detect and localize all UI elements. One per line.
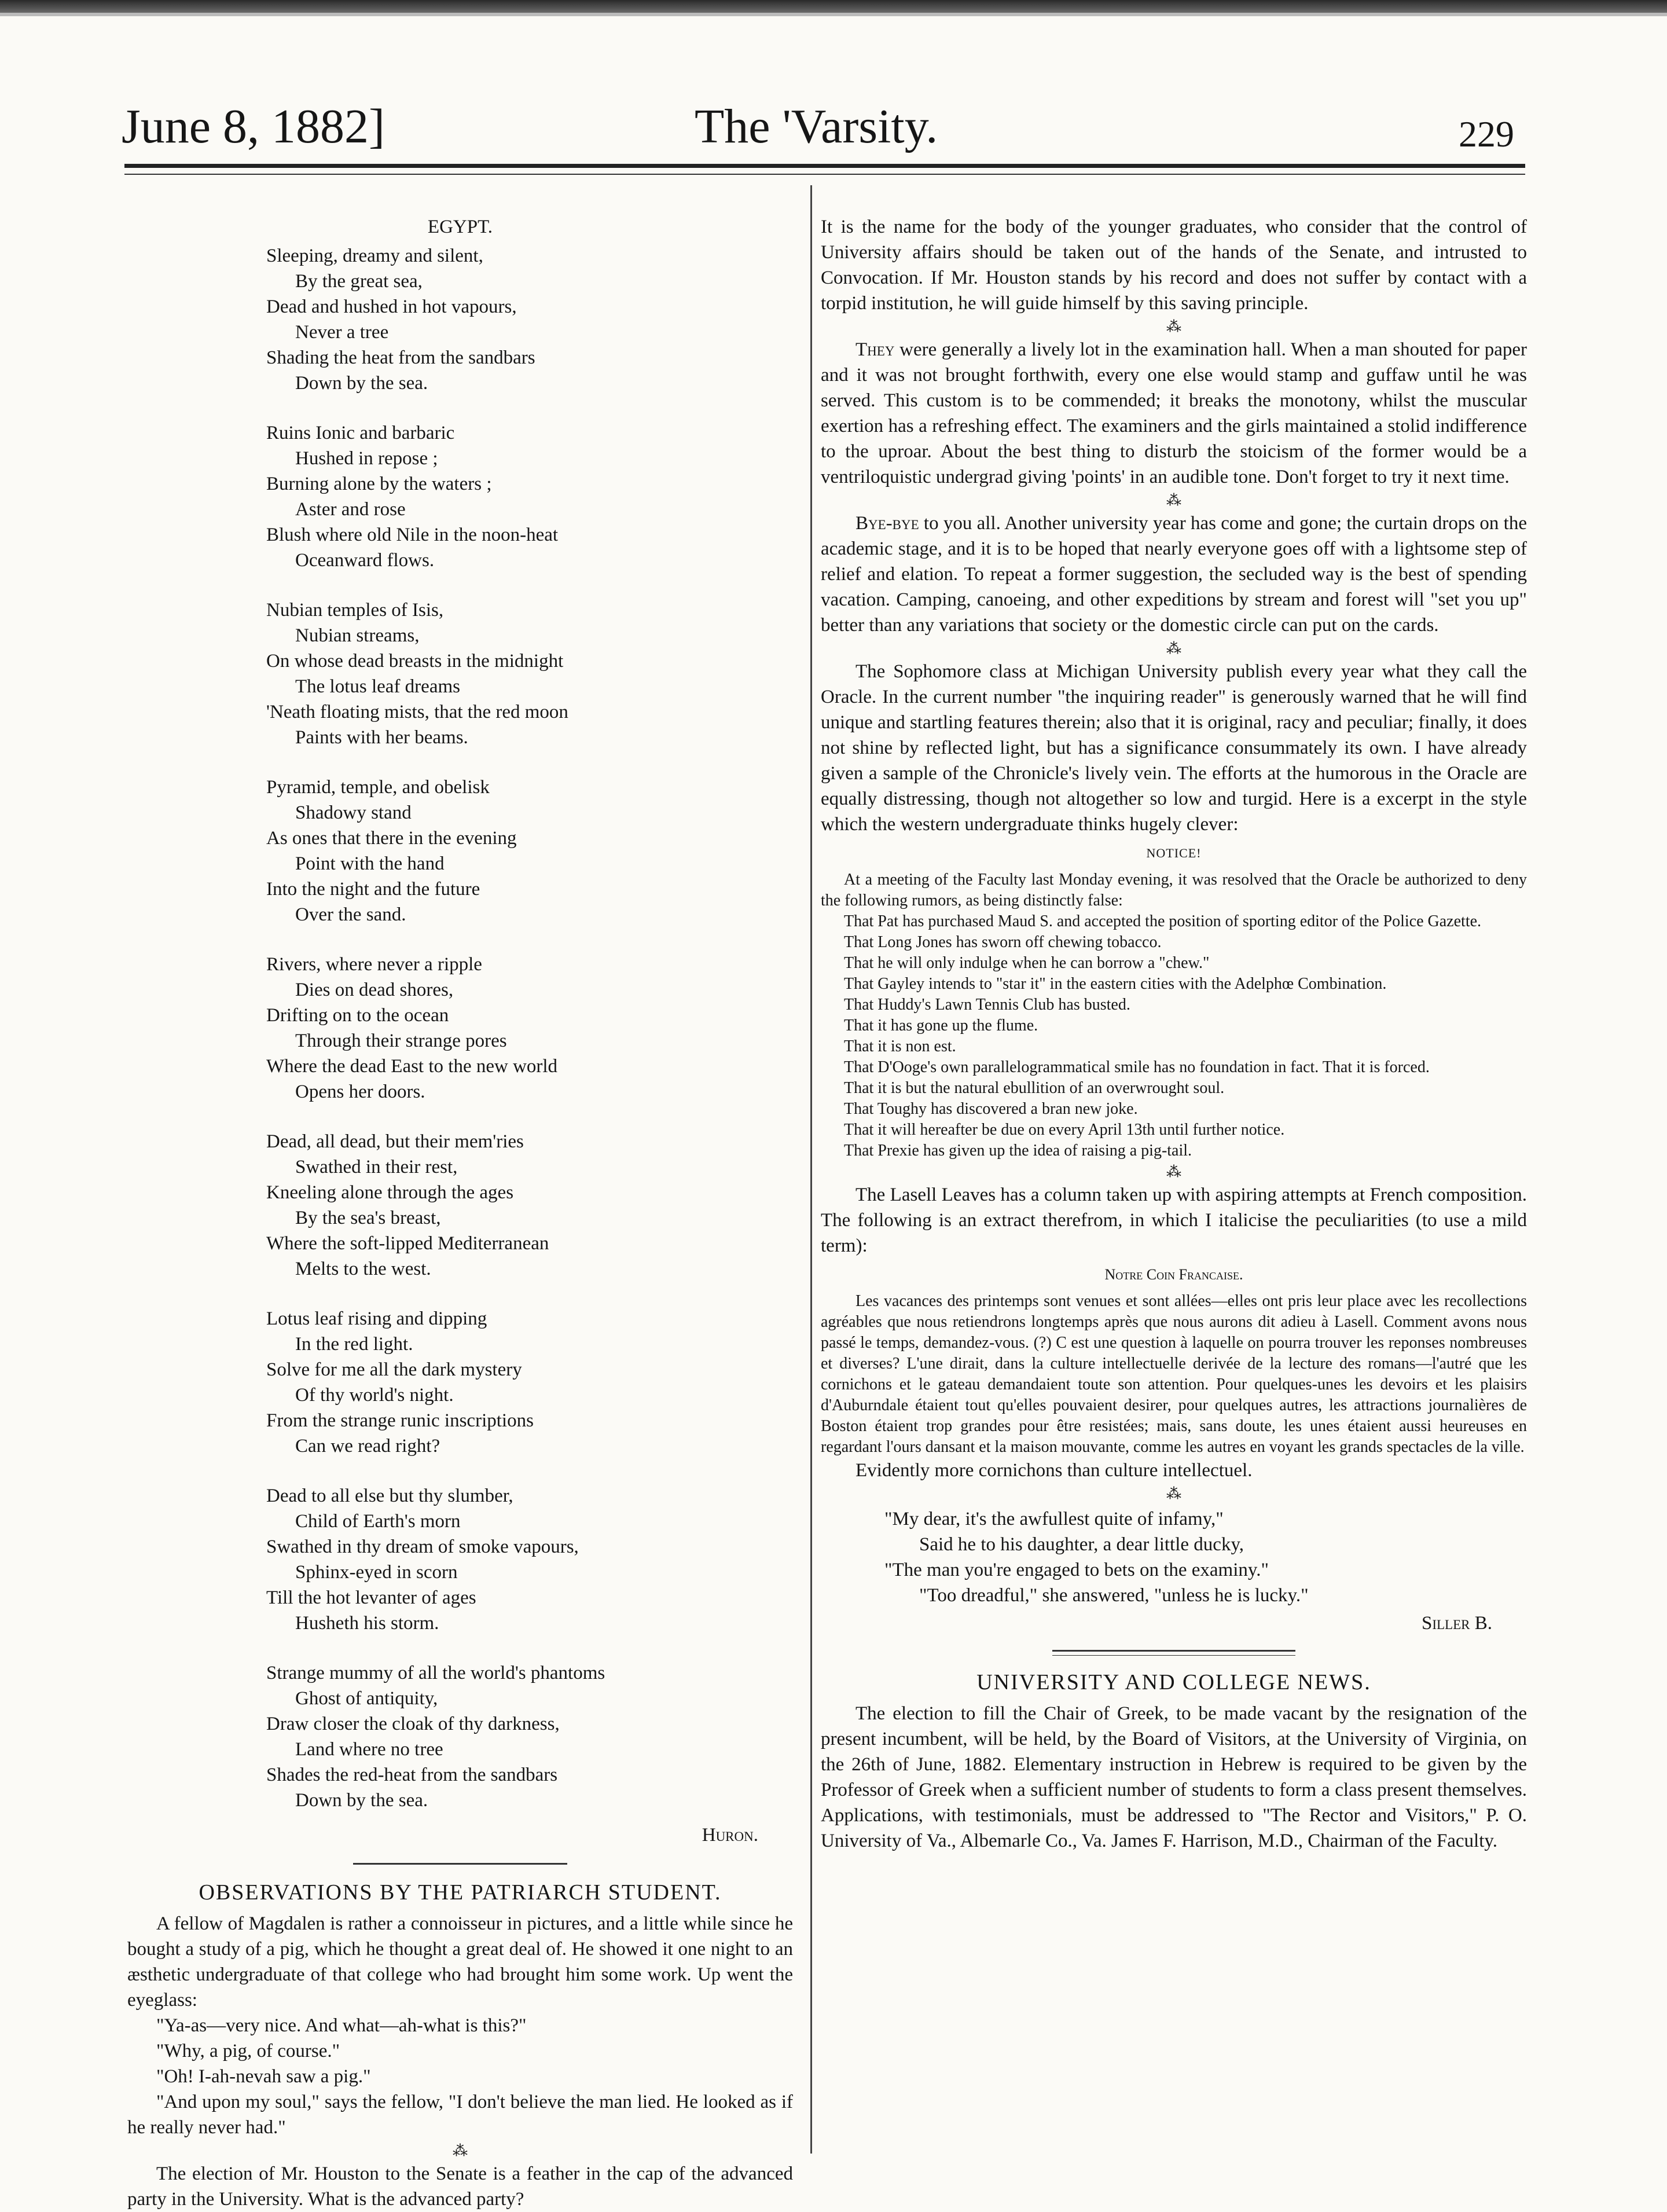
poem-stanza	[266, 1660, 793, 1813]
right-column	[821, 214, 1527, 1854]
scan-top-band-edge	[0, 13, 1667, 16]
poem-line: Draw closer the cloak of thy darkness,	[266, 1714, 560, 1734]
poem-line: Land where no tree	[295, 1739, 443, 1760]
poem-line: Burning alone by the waters ;	[266, 474, 492, 494]
notice-intro: At a meeting of the Faculty last Monday evening, it was resolved that the Oracle be authorized to deny the following rumors, as being distinctly false:	[821, 871, 1527, 909]
poem-line: The lotus leaf dreams	[295, 676, 460, 697]
poem-line: Dies on dead shores,	[295, 980, 454, 1000]
notice-item: That D'Ooge's own parallelogrammatical smile has no foundation in fact. That it is forced.	[844, 1058, 1430, 1076]
notice-item: That Prexie has given up the idea of raising a pig-tail.	[844, 1142, 1192, 1160]
poem-line: Through their strange pores	[295, 1030, 507, 1051]
article-paragraph: The Sophomore class at Michigan University publish every year what they call the Oracle. In the current number "the inquiring reader" is generously warned that he will find unique and startling features therein; also that it is original, racy and peculiar; finally, it does not shine by reflected light, but has a significance consummately its own. I have already given a sample of the Chronicle's lively vein. The efforts at the humorous in the Oracle are equally distressing, though not altogether so low and turgid. Here is a excerpt in the style which the western undergraduate thinks hugely clever:	[821, 661, 1527, 835]
page-number: 229	[1459, 113, 1514, 155]
verse-block	[884, 1506, 1527, 1608]
poem-line: Where the soft-lipped Mediterranean	[266, 1233, 549, 1254]
poem-signature: Huron.	[702, 1825, 758, 1846]
poem-line: Lotus leaf rising and dipping	[266, 1308, 487, 1329]
observations-paragraph: A fellow of Magdalen is rather a connoisseur in pictures, and a little while since he bought a study of a pig, which he thought a great deal of. He showed it one night to an æsthetic undergraduate of that college who had brought him some work. Up went the eyeglass:	[127, 1913, 793, 2011]
poem-line: In the red light.	[295, 1334, 413, 1355]
paragraph-text: were generally a lively lot in the examination hall. When a man shouted for paper and it was not brought forthwith, every one else would stamp and guffaw until he was served. This custom is to be commended; it breaks the monotony, whilst the muscular exertion has a refreshing effect. The examiners and the girls maintained a stolid indifference to the uproar. About the best thing to disturb the stoicism of the former would be a ventriloquistic undergrad giving 'points' in an audible tone. Don't forget to try it next time.	[821, 339, 1527, 487]
header-rule-thick	[124, 164, 1525, 168]
section-rule	[353, 1863, 567, 1865]
article-paragraph	[821, 337, 1527, 490]
poem-line: Nubian temples of Isis,	[266, 600, 444, 621]
poem-stanza	[266, 243, 793, 396]
poem-line: Shades the red-heat from the sandbars	[266, 1765, 558, 1785]
notice-item: That he will only indulge when he can borrow a "chew."	[844, 954, 1210, 972]
verse-line: Said he to his daughter, a dear little ducky,	[919, 1534, 1244, 1555]
poem-line: Dead and hushed in hot vapours,	[266, 296, 517, 317]
poem-line: Melts to the west.	[295, 1259, 431, 1279]
poem-line: Child of Earth's morn	[295, 1511, 461, 1532]
poem-line: Sphinx-eyed in scorn	[295, 1562, 458, 1583]
observations-paragraph: "And upon my soul," says the fellow, "I don't believe the man lied. He looked as if he really never had."	[127, 2092, 793, 2138]
poem-stanza	[266, 1483, 793, 1636]
poem-line: Dead, all dead, but their mem'ries	[266, 1131, 524, 1152]
observations-heading: OBSERVATIONS BY THE PATRIARCH STUDENT.	[199, 1880, 722, 1905]
poem-line: Till the hot levanter of ages	[266, 1587, 476, 1608]
verse-line: "Too dreadful," she answered, "unless he is lucky."	[919, 1585, 1309, 1606]
poem-line: Over the sand.	[295, 904, 406, 925]
poem-line: Blush where old Nile in the noon-heat	[266, 524, 559, 545]
poem-line: Sleeping, dreamy and silent,	[266, 245, 483, 266]
issue-date: June 8, 1882]	[122, 100, 385, 153]
poem-line: Can we read right?	[295, 1436, 440, 1457]
observations-paragraph: "Oh! I-ah-nevah saw a pig."	[156, 2066, 371, 2087]
poem-line: Aster and rose	[295, 499, 406, 520]
column-divider	[810, 185, 812, 2154]
poem-line: Ruins Ionic and barbaric	[266, 423, 455, 443]
left-column	[127, 214, 793, 2212]
lead-word: They	[855, 339, 895, 360]
poem-line: Opens her doors.	[295, 1081, 425, 1102]
scan-top-band	[0, 0, 1667, 13]
article-paragraph: Evidently more cornichons than culture intellectuel.	[855, 1460, 1253, 1481]
asterism: ⁂	[1166, 318, 1181, 335]
notice-item: That Pat has purchased Maud S. and accepted the position of sporting editor of the Police Gazette.	[844, 912, 1482, 930]
poem-line: Ghost of antiquity,	[295, 1688, 438, 1709]
poem-line: Swathed in their rest,	[295, 1157, 458, 1177]
poem-body	[127, 243, 793, 1813]
news-heading: UNIVERSITY AND COLLEGE NEWS.	[976, 1670, 1371, 1694]
french-heading: Notre Coin Francaise.	[1104, 1266, 1243, 1283]
notice-heading: NOTICE!	[1146, 846, 1202, 860]
poem-stanza	[266, 420, 793, 573]
notice-item: That it is non est.	[844, 1037, 956, 1055]
poem-stanza	[266, 1129, 793, 1282]
poem-line: Kneeling alone through the ages	[266, 1182, 514, 1203]
poem-line: Shadowy stand	[295, 802, 412, 823]
poem-line: Down by the sea.	[295, 373, 428, 394]
observations-paragraph: "Why, a pig, of course."	[156, 2041, 340, 2061]
notice-item: That it has gone up the flume.	[844, 1017, 1038, 1035]
poem-stanza	[266, 1306, 793, 1459]
poem-stanza	[266, 775, 793, 927]
poem-line: Never a tree	[295, 322, 389, 343]
poem-line: 'Neath floating mists, that the red moon	[266, 702, 568, 722]
asterism: ⁂	[1166, 640, 1181, 657]
notice-item: That Toughy has discovered a bran new joke.	[844, 1100, 1138, 1118]
paragraph-text: to you all. Another university year has come and gone; the curtain drops on the academic stage, and it is to be hoped that nearly everyone goes off with a lightsome step of relief and elation. To repeat a former suggestion, the secluded way is the best of spending vacation. Camping, canoeing, and other expeditions by stream and forest will "set you up" better than any variations that society or the domestic circle can put on the cards.	[821, 513, 1527, 636]
verse-line: "The man you're engaged to bets on the examiny."	[884, 1560, 1269, 1580]
poem-stanza	[266, 952, 793, 1105]
poem-line: Down by the sea.	[295, 1790, 428, 1811]
poem-line: Shading the heat from the sandbars	[266, 347, 535, 368]
poem-line: Oceanward flows.	[295, 550, 435, 571]
notice-item: That it will hereafter be due on every April 13th until further notice.	[844, 1121, 1285, 1139]
poem-line: Husheth his storm.	[295, 1613, 439, 1634]
observations-body	[127, 1911, 793, 2212]
news-paragraph: The election to fill the Chair of Greek, to be made vacant by the resignation of the present incumbent, will be held, by the Board of Visitors, at the University of Virginia, on the 26th of June, 1882. Elementary instruction in Hebrew is required to be given by the Professor of Greek when a sufficient number of students to form a class present themselves. Applications, with testimonials, must be addressed to "The Rector and Visitors," P. O. University of Va., Albemarle Co., Va. James F. Harrison, M.D., Chairman of the Faculty.	[821, 1703, 1527, 1851]
poem-line: Point with the hand	[295, 853, 445, 874]
poem-line: Solve for me all the dark mystery	[266, 1359, 522, 1380]
poem-line: From the strange runic inscriptions	[266, 1410, 534, 1431]
poem-title: EGYPT.	[427, 217, 493, 237]
poem-line: Paints with her beams.	[295, 727, 468, 748]
poem-line: Swathed in thy dream of smoke vapours,	[266, 1536, 579, 1557]
notice-item: That Huddy's Lawn Tennis Club has busted.	[844, 996, 1130, 1014]
poem-line: Dead to all else but thy slumber,	[266, 1485, 513, 1506]
observations-paragraph: The election of Mr. Houston to the Senate is a feather in the cap of the advanced party in the University. What is the advanced party?	[127, 2163, 793, 2210]
notice-item: That Long Jones has sworn off chewing tobacco.	[844, 933, 1162, 951]
asterism: ⁂	[1166, 1485, 1181, 1502]
article-paragraph: It is the name for the body of the younger graduates, who consider that the control of University affairs should be taken out of the hands of the Senate, and intrusted to Convocation. If Mr. Houston stands by his record and does not suffer by contact with a torpid institution, he will guide himself by this saving principle.	[821, 217, 1527, 314]
poem-line: Where the dead East to the new world	[266, 1056, 558, 1077]
notice-block	[821, 870, 1527, 1161]
article-paragraph	[821, 511, 1527, 638]
verse-signature: Siller B.	[1421, 1613, 1492, 1634]
asterism: ⁂	[1166, 1164, 1181, 1180]
newspaper-title: The 'Varsity.	[695, 100, 938, 153]
poem-line: Nubian streams,	[295, 625, 420, 646]
poem-line: Of thy world's night.	[295, 1385, 454, 1406]
poem-line: Drifting on to the ocean	[266, 1005, 449, 1026]
poem-line: By the sea's breast,	[295, 1208, 441, 1228]
lead-word: Bye-bye	[855, 513, 919, 534]
asterism: ⁂	[1166, 492, 1181, 509]
notice-list	[821, 911, 1527, 1161]
poem-line: Into the night and the future	[266, 879, 480, 900]
poem-line: As ones that there in the evening	[266, 828, 517, 849]
asterism: ⁂	[453, 2143, 468, 2159]
article-paragraph: The Lasell Leaves has a column taken up with aspiring attempts at French composition. The following is an extract therefrom, in which I italicise the peculiarities (to use a mild term):	[821, 1184, 1527, 1256]
observations-paragraph: "Ya-as—very nice. And what—ah-what is this?"	[156, 2015, 527, 2036]
french-extract: Les vacances des printemps sont venues et sont allées—elles ont pris leur place avec les recollections agréables que nous retiendrons longtemps après que nous aurons dit adieu à Lasell. Comment avons nous passé le temps, demandez-vous. (?) C est une question à laquelle on pourra trouver les reponses nombreuses et diverses? L'une dirait, dans la culture intellectuelle derivée de la lecture des romans—l'autré que les cornichons et le gateau demandaient toute son attention. Pour quelques-unes les devoirs et les plaisirs d'Auburndale étaient tout qu'elles pouvaient desirer, pour quelques autres, les attractions journalières de Boston étaient trop grandes pour être resistées; mais, sans doute, les unes étaient aussi heureuses en regardant l'ours dansant et la maison mouvante, comme les autres en voyant les grands spectacles de la ville.	[821, 1292, 1527, 1456]
poem-line: Strange mummy of all the world's phantoms	[266, 1663, 605, 1683]
header-rule-thin	[124, 174, 1525, 175]
poem-line: Hushed in repose ;	[295, 448, 438, 469]
poem-line: Rivers, where never a ripple	[266, 954, 482, 975]
poem-line: On whose dead breasts in the midnight	[266, 651, 564, 672]
notice-item: That it is but the natural ebullition of an overwrought soul.	[844, 1079, 1225, 1097]
verse-line: "My dear, it's the awfullest quite of infamy,"	[884, 1509, 1224, 1529]
poem-line: Pyramid, temple, and obelisk	[266, 777, 490, 798]
section-rule	[1052, 1650, 1295, 1656]
notice-item: That Gayley intends to "star it" in the eastern cities with the Adelphœ Combination.	[844, 975, 1387, 993]
poem-stanza	[266, 597, 793, 750]
poem-line: By the great sea,	[295, 271, 423, 292]
